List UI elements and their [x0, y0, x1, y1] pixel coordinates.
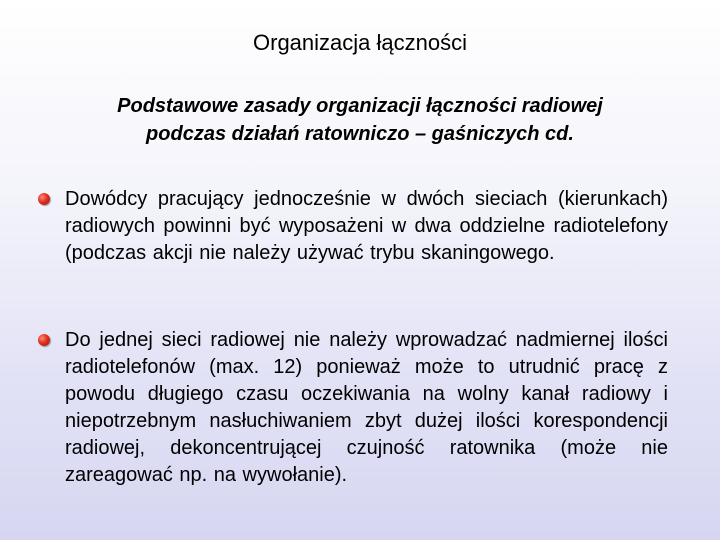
bullet-item [38, 186, 668, 267]
slide-title: Organizacja łączności [253, 30, 467, 55]
bullet-text: Dowódcy pracujący jednocześnie w dwóch sieciach (kierunkach) radiowych powinni być wyposażeni w dwa oddzielne radiotelefony (podczas akcji nie należy używać trybu skaningowego. [65, 188, 668, 264]
bullet-text: Do jednej sieci radiowej nie należy wprowadzać nadmiernej ilości radiotelefonów (max. 12) ponieważ może to utrudnić pracę z powodu długiego czasu oczekiwania na wolny kanał radiowy i niepotrzebnym nasłuchiwaniem zbyt dużej ilości korespondencji radiowej, dekoncentrującej czujność ratownika (może nie zareagować np. na wywołanie). [65, 329, 668, 486]
red-sphere-bullet-icon [38, 193, 50, 205]
subtitle-line-1: Podstawowe zasady organizacji łączności radiowej [117, 95, 603, 117]
subtitle-line-2: podczas działań ratowniczo – gaśniczych cd. [146, 123, 574, 145]
bullet-item [38, 327, 668, 489]
red-sphere-bullet-icon [38, 334, 50, 346]
